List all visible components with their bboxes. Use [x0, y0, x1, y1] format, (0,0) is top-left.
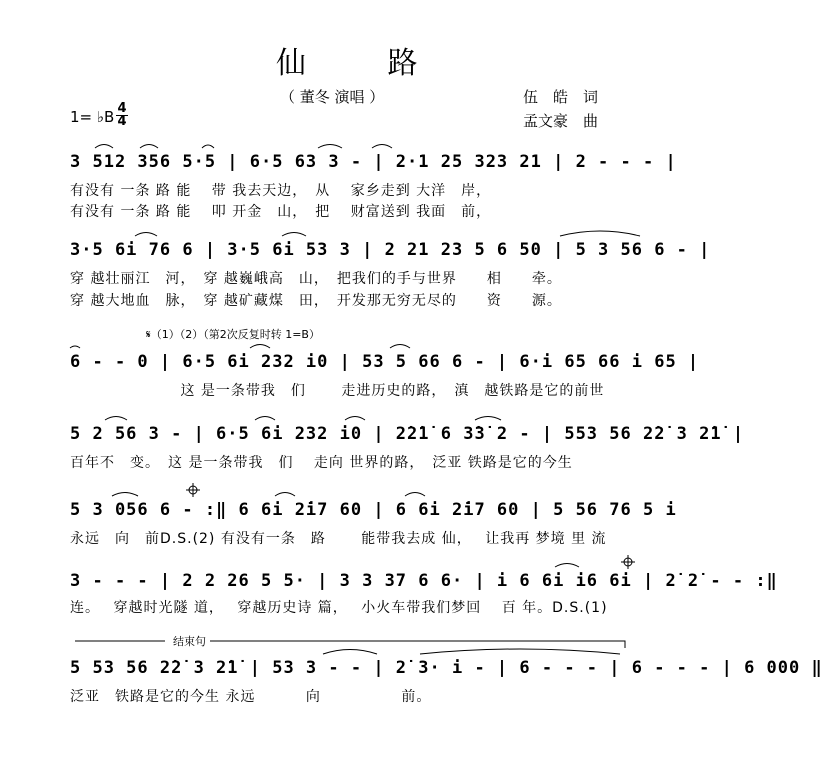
slur [475, 417, 501, 421]
slur [202, 145, 214, 148]
lyric-row-2-verse-2: 穿 越大地血 脉， 穿 越矿藏煤 田， 开发那无穷无尽的 资 源。 [70, 293, 562, 309]
slur [405, 493, 425, 497]
lyric-row-4: 百年不 变。 这 是一条带我 们 走向 世界的路， 泛亚 铁路是它的今生 [70, 455, 573, 471]
time-signature-bottom: 4 [117, 114, 127, 129]
slur [105, 417, 127, 421]
lyric-row-5: 永远 向 前D.S.(2) 有没有一条 路 能带我去成 仙， 让我再 梦境 里 流 [70, 531, 607, 547]
notation-row-3: 6 - - 0 | 6·5 6i 232 i0 | 53 5 66 6 - | 6·i 65 66 i 65 | [70, 352, 700, 372]
notation-row-5: 5 3 056 6 - :‖ 6 6i 2̇i7 60 | 6 6i 2̇i7 60 | 5 56 76 5 i [70, 500, 677, 520]
lyric-row-1-verse-2: 有没有 一条 路 能 叩 开金 山， 把 财富送到 我面 前， [70, 204, 492, 220]
slur [318, 145, 342, 149]
composer-credit: 孟文豪 曲 [523, 112, 599, 130]
slur [275, 493, 295, 497]
slur [140, 145, 158, 149]
notation-row-4: 5 2 56 3 - | 6·5 6i 232 i0 | 2̇2̇1̇ 6 3̇3̇ 2 - | 553 56 2̇2̇ 3 2̇1̇ | [70, 424, 745, 444]
slur [70, 346, 80, 348]
lyric-row-7: 泛亚 铁路是它的今生 永远 向 前。 [70, 689, 432, 705]
singer-credit: （ 董冬 演唱 ） [280, 88, 385, 106]
coda-symbol [186, 483, 200, 497]
slur [420, 649, 620, 654]
slur [372, 145, 392, 149]
slur [390, 345, 410, 349]
notation-row-1: 3 512 356 5·5 | 6·5 63 3 - | 2·1 25 323 21 | 2 - - - | [70, 152, 677, 172]
notation-row-6: 3 - - - | 2 2 26 5 5· | 3 3 37 6 6· | i 6 6i i6 6i | 2̇ 2̇ - - :‖ [70, 571, 778, 591]
lyric-row-1-verse-1: 有没有 一条 路 能 带 我去天边， 从 家乡走到 大洋 岸， [70, 183, 492, 199]
slur [112, 493, 138, 497]
slur [323, 650, 377, 655]
ending-phrase-label: 结束句 [170, 633, 209, 649]
lyric-row-2-verse-1: 穿 越壮丽江 河， 穿 越巍峨高 山， 把我们的手与世界 相 牵。 [70, 271, 562, 287]
time-signature-top: 4 [117, 101, 127, 116]
slur [95, 145, 113, 149]
lyricist-credit: 伍 皓 词 [523, 88, 599, 106]
lyric-row-6: 连。 穿越时光隧 道， 穿越历史诗 篇， 小火车带我们梦回 百 年。D.S.(1) [70, 600, 608, 616]
slur [250, 345, 270, 349]
slur [560, 231, 640, 236]
slur [255, 417, 275, 421]
slur [282, 233, 306, 237]
notation-row-2: 3·5 6i 76 6 | 3·5 6i 53 3 | 2 21 23 5 6 50 | 5 3 56 6 - | [70, 240, 711, 260]
coda-symbol [621, 555, 635, 569]
key-signature: 1= ♭B [70, 108, 115, 126]
segno-repeat-mark: 𝄋（1）（2）（第2次反复时转 1=B） [146, 328, 320, 341]
ending-bracket-line [210, 641, 625, 648]
song-title: 仙 路 [276, 46, 454, 81]
notation-row-7: 5 53 56 2̇2̇ 3 2̇1̇ | 53 3 - - | 2̇ 3· i - | 6 - - - | 6 - - - | 6 000 ‖ [70, 658, 823, 678]
slur [345, 417, 365, 421]
slur [135, 233, 157, 237]
lyric-row-3: 这 是一条带我 们 走进历史的路， 滇 越铁路是它的前世 [70, 383, 605, 399]
slur [555, 564, 579, 568]
